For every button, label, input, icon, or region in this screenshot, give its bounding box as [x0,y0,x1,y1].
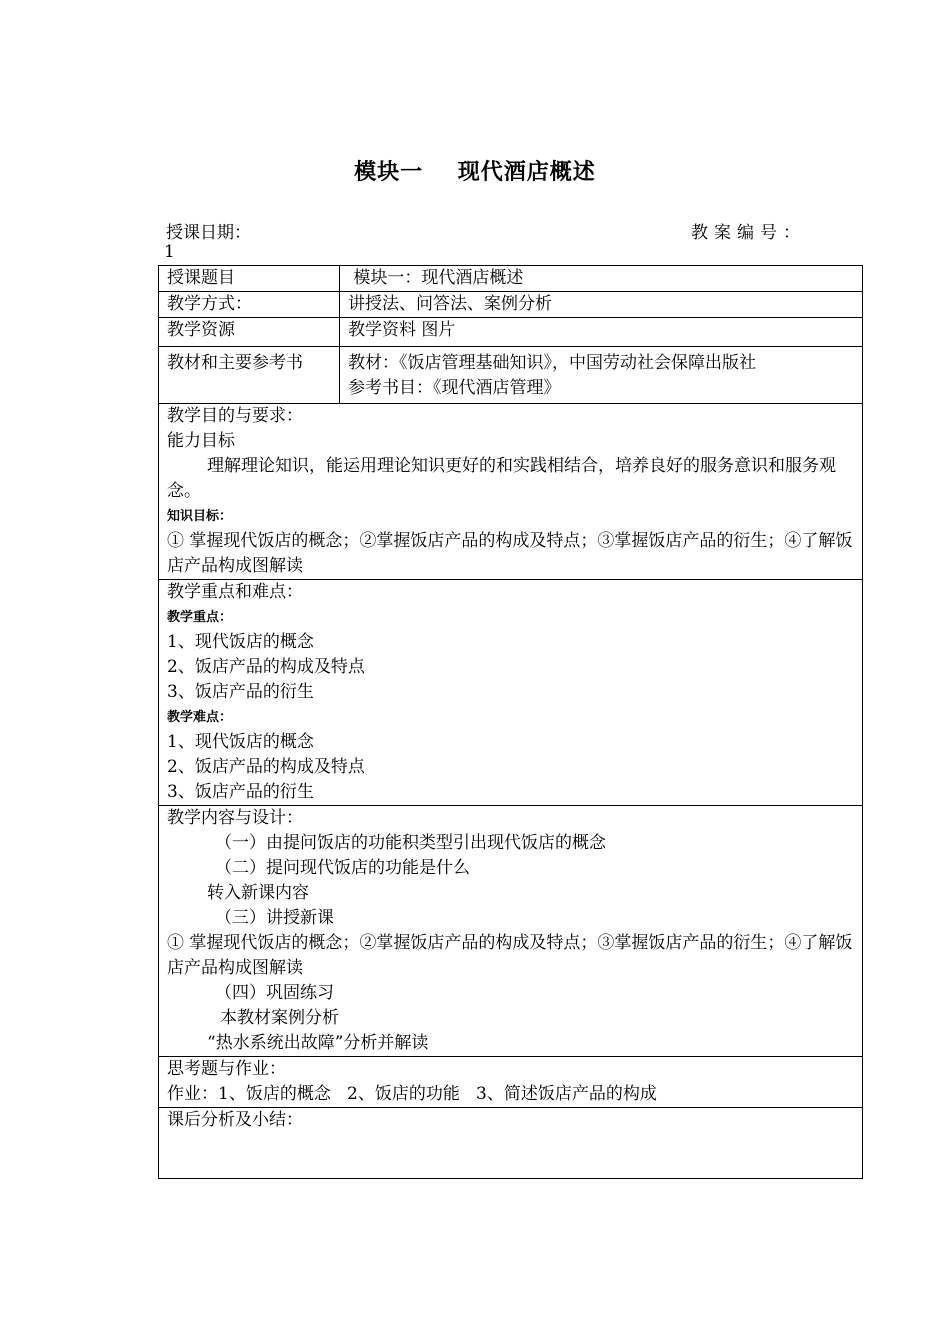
lesson-plan-number-value: 1 [164,242,175,262]
objectives-cell [159,404,863,580]
focus-item: 3、饭店产品的衍生 [167,682,314,702]
textbook-value [340,347,863,404]
textbook-row [159,347,863,404]
difficulty-item: 3、饭店产品的衍生 [167,782,314,802]
homework-row [159,1057,863,1108]
content-step-3: （三）讲授新课 [215,908,334,928]
content-intro: 转入新课内容 [207,883,309,903]
summary-cell [159,1108,863,1179]
topic-label: 授课题目 [159,266,340,292]
content-step-4: （四）巩固练习 [215,983,334,1003]
content-step-1: （一）由提问饭店的功能积类型引出现代饭店的概念 [215,833,606,853]
resources-value: 教学资料 图片 [340,318,863,347]
difficulty-item: 2、饭店产品的构成及特点 [167,757,365,777]
homework-text: 作业：1、饭店的概念 2、饭店的功能 3、简述饭店产品的构成 [167,1084,657,1104]
content-row [159,806,863,1057]
textbook-reference: 参考书目：《现代酒店管理》 [348,378,561,398]
textbook-label: 教材和主要参考书 [159,347,340,404]
topic-value: 模块一：现代酒店概述 [340,266,863,292]
lesson-plan-number-label: 教案编号： [691,223,806,243]
focus-heading: 教学重点： [167,610,233,625]
knowledge-text: ① 掌握现代饭店的概念；②掌握饭店产品的构成及特点；③掌握饭店产品的衍生；④了解饭店产品构成图解读 [167,531,853,576]
focus-item: 2、饭店产品的构成及特点 [167,657,365,677]
method-value: 讲授法、问答法、案例分析 [340,292,863,318]
resources-row [159,318,863,347]
homework-heading: 思考题与作业： [167,1059,286,1079]
content-case-2: “热水系统出故障”分析并解读 [207,1033,429,1053]
lesson-date-label: 授课日期： [166,223,251,243]
difficulty-heading: 教学难点： [167,710,233,725]
content-heading: 教学内容与设计： [167,808,303,828]
difficulty-item: 1、现代饭店的概念 [167,732,314,752]
content-step-3-text: ① 掌握现代饭店的概念；②掌握饭店产品的构成及特点；③掌握饭店产品的衍生；④了解饭店产品构成图解读 [167,933,853,978]
key-points-cell [159,580,863,806]
objectives-row [159,404,863,580]
summary-row [159,1108,863,1179]
content-cell [159,806,863,1057]
method-label: 教学方式： [159,292,340,318]
summary-heading: 课后分析及小结： [167,1110,303,1130]
objectives-heading: 教学目的与要求： [167,406,303,426]
lesson-plan-table [158,265,863,1179]
ability-text: 理解理论知识，能运用理论知识更好的和实践相结合，培养良好的服务意识和服务观念。 [167,456,836,501]
focus-item: 1、现代饭店的概念 [167,632,314,652]
content-step-2: （二）提问现代饭店的功能是什么 [215,858,470,878]
page-title: 模块一 现代酒店概述 [354,160,596,185]
key-points-heading: 教学重点和难点： [167,582,303,602]
content-case-1: 本教材案例分析 [220,1008,339,1028]
topic-row [159,266,863,292]
resources-label: 教学资源 [159,318,340,347]
method-row [159,292,863,318]
ability-heading: 能力目标 [167,431,235,451]
textbook-main: 教材：《饭店管理基础知识》，中国劳动社会保障出版社 [348,353,756,373]
knowledge-heading: 知识目标： [167,509,233,524]
key-points-row [159,580,863,806]
homework-cell [159,1057,863,1108]
lesson-meta-row [166,218,806,244]
